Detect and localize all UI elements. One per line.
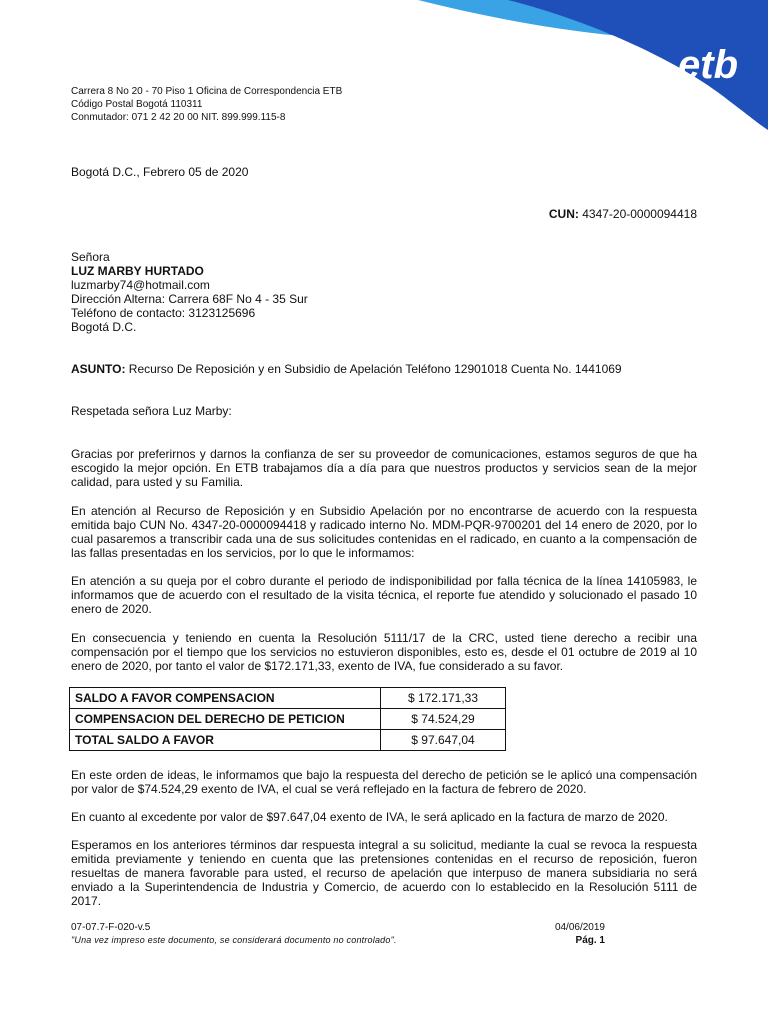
subject-line: [71, 362, 622, 376]
print-notice: "Una vez impreso este documento, se considerará documento no controlado".: [71, 935, 397, 945]
recipient-name: LUZ MARBY HURTADO: [71, 264, 204, 278]
table-row: [70, 688, 506, 709]
subject-text: Recurso De Reposición y en Subsidio de Apelación Teléfono 12901018 Cuenta No. 1441069: [128, 362, 622, 376]
subject-label: ASUNTO:: [71, 362, 126, 376]
table-row: [70, 709, 506, 730]
recipient-phone: Teléfono de contacto: 3123125696: [71, 306, 256, 320]
recipient-block: [71, 250, 308, 334]
table-cell-label: TOTAL SALDO A FAVOR: [70, 730, 381, 751]
address-line-3: Conmutador: 071 2 42 20 00 NIT. 899.999.115-8: [71, 112, 286, 123]
cun-label: CUN:: [548, 207, 579, 221]
paragraph-2: En atención al Recurso de Reposición y en Subsidio Apelación por no encontrarse de acuerdo con la respuesta emitida bajo CUN No. 4347-20-0000094418 y radicado interno No. MDM-PQR-9700201 del 14 enero de 2020, por lo cual pasaremos a transcribir cada una de sus solicitudes contenidas en el radicado, en cuanto a la compensación de las fallas presentadas en los servicios, por lo que le informamos:: [71, 504, 697, 560]
table-cell-value: $ 97.647,04: [381, 730, 506, 751]
table-cell-value: $ 74.524,29: [381, 709, 506, 730]
table-row: [70, 730, 506, 751]
cun-reference: [549, 207, 697, 221]
paragraph-4: En consecuencia y teniendo en cuenta la Resolución 5111/17 de la CRC, usted tiene derecho a recibir una compensación por el tiempo que los servicios no estuvieron disponibles, esto es, desde el 01 octubre de 2019 al 10 enero de 2020, por tanto el valor de $172.171,33, exento de IVA, fue considerado a su favor.: [71, 631, 697, 673]
letter-date: Bogotá D.C., Febrero 05 de 2020: [71, 165, 249, 179]
paragraph-5: En este orden de ideas, le informamos que bajo la respuesta del derecho de petición se le aplicó una compensación por valor de $74.524,29 exento de IVA, el cual se verá reflejado en la factura de febrero de 2020.: [71, 768, 697, 796]
sender-address: [71, 85, 342, 124]
recipient-city: Bogotá D.C.: [71, 320, 137, 334]
table-cell-label: COMPENSACION DEL DERECHO DE PETICION: [70, 709, 381, 730]
paragraph-6: En cuanto al excedente por valor de $97.647,04 exento de IVA, le será aplicado en la factura de marzo de 2020.: [71, 810, 668, 824]
salutation: Respetada señora Luz Marby:: [71, 404, 232, 418]
page-number: Pág. 1: [575, 935, 605, 946]
paragraph-3: En atención a su queja por el cobro durante el periodo de indisponibilidad por falla técnica de la línea 14105983, le informamos que de acuerdo con el resultado de la visita técnica, el reporte fue atendido y solucionado el pasado 10 enero de 2020.: [71, 574, 697, 616]
recipient-address: Dirección Alterna: Carrera 68F No 4 - 35 Sur: [71, 292, 308, 306]
document-code: 07-07.7-F-020-v.5: [71, 922, 151, 933]
paragraph-7: Esperamos en los anteriores términos dar respuesta integral a su solicitud, mediante la cual se revoca la respuesta emitida previamente y teniendo en cuenta que las pretensiones contenidas en el recurso de reposición, fueron resueltas de manera favorable para usted, el recurso de apelación que interpuso de manera subsidiaria no será enviado a la Superintendencia de Industria y Comercio, de acuerdo con lo establecido en la Resolución 5111 de 2017.: [71, 838, 697, 908]
address-line-1: Carrera 8 No 20 - 70 Piso 1 Oficina de Correspondencia ETB: [71, 86, 343, 97]
cun-value: 4347-20-0000094418: [582, 207, 697, 221]
etb-logo-text: etb: [678, 43, 738, 87]
document-version-date: 04/06/2019: [554, 922, 605, 933]
table-cell-value: $ 172.171,33: [381, 688, 506, 709]
recipient-title: Señora: [71, 250, 110, 264]
etb-logo-banner: [388, 0, 768, 130]
table-cell-label: SALDO A FAVOR COMPENSACION: [70, 688, 381, 709]
address-line-2: Código Postal Bogotá 110311: [71, 99, 203, 110]
paragraph-1: Gracias por preferirnos y darnos la confianza de ser su proveedor de comunicaciones, estamos seguros de que ha escogido la mejor opción. En ETB trabajamos día a día para que nuestros productos y servicios sean de la mejor calidad, para usted y su Familia.: [71, 447, 697, 489]
recipient-email: luzmarby74@hotmail.com: [71, 278, 210, 292]
compensation-table: [69, 687, 506, 751]
